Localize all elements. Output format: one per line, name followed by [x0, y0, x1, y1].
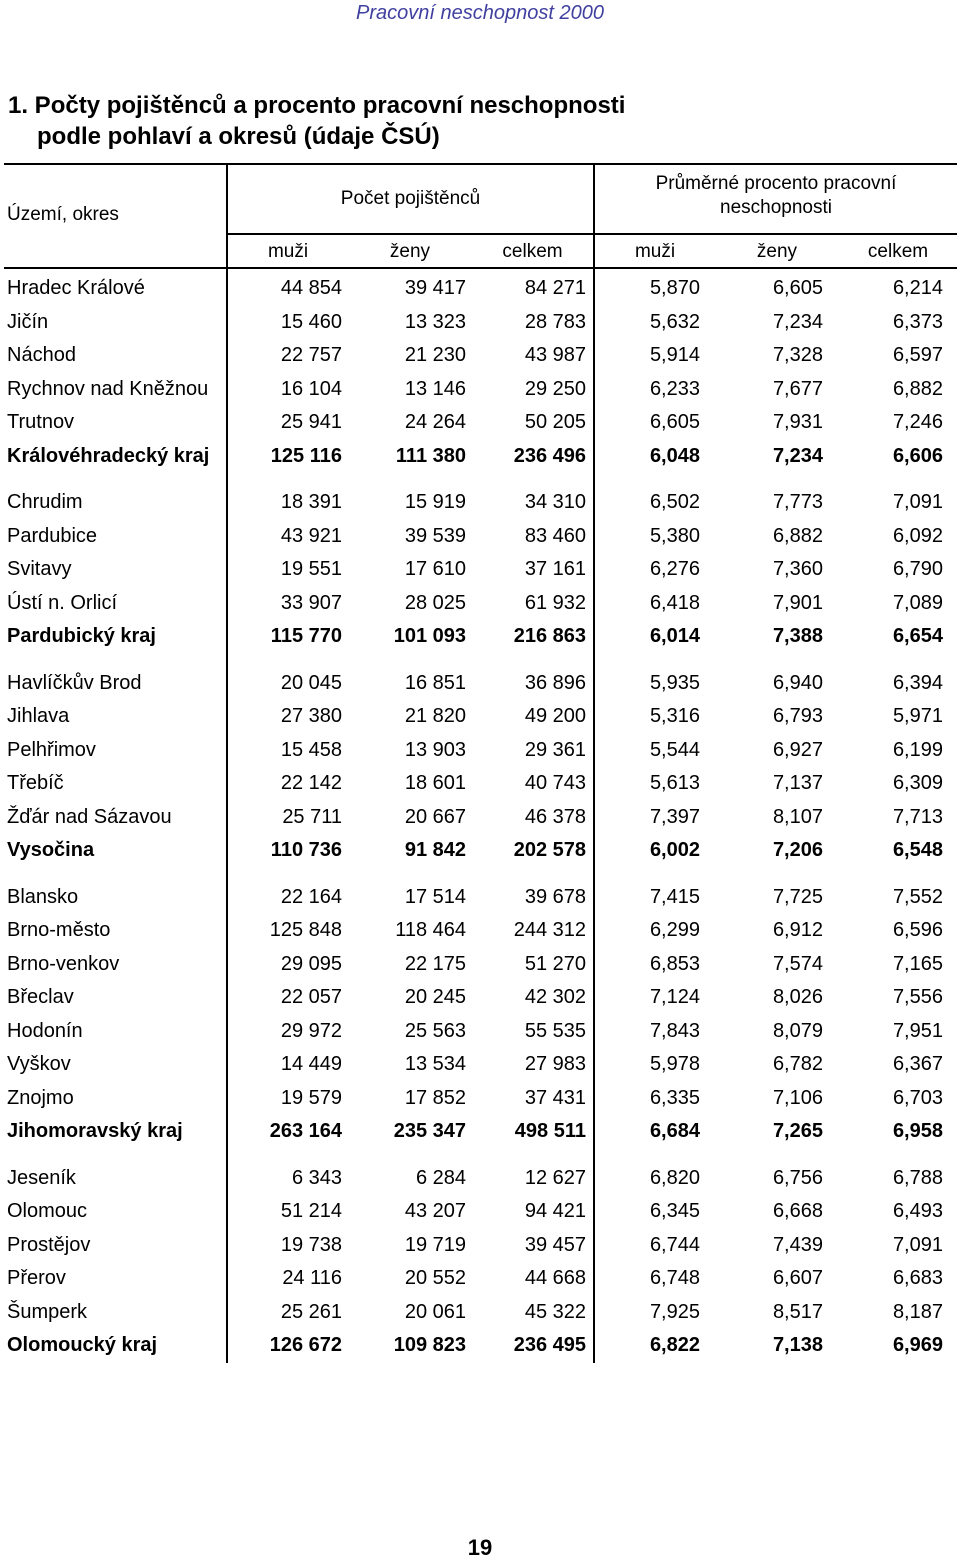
cell-women-percent: 7,773: [772, 491, 823, 513]
cell-men-count: 126 672: [269, 1334, 342, 1356]
cell-women-count: 18 601: [404, 772, 466, 794]
cell-men-count: 15 458: [280, 738, 342, 761]
cell-total-count: 50 205: [524, 411, 586, 433]
cell-women-percent: 6,607: [772, 1267, 823, 1289]
table-row: [4, 1263, 957, 1293]
cell-total-percent: 6,493: [892, 1200, 943, 1222]
cell-total-count: 12 627: [524, 1166, 586, 1189]
row-area-name: Hradec Králové: [7, 277, 145, 299]
table-row: [4, 1230, 957, 1260]
cell-women-percent: 7,901: [772, 591, 823, 614]
table-row-region-total: [4, 1330, 957, 1360]
row-area-name: Havlíčkův Brod: [7, 671, 142, 694]
cell-women-count: 13 534: [404, 1053, 466, 1075]
cell-total-count: 44 668: [524, 1267, 586, 1289]
cell-women-percent: 6,756: [772, 1166, 823, 1189]
cell-women-count: 16 851: [404, 671, 466, 694]
row-area-name: Pardubický kraj: [7, 625, 156, 647]
cell-women-percent: 7,360: [772, 558, 823, 580]
cell-total-percent: 6,309: [892, 772, 943, 794]
cell-total-percent: 6,703: [892, 1086, 943, 1109]
cell-total-count: 36 896: [524, 671, 586, 694]
cell-men-count: 18 391: [280, 491, 342, 513]
running-header: Pracovní neschopnost 2000: [356, 2, 604, 24]
subheader-women-count: ženy: [389, 241, 431, 262]
cell-women-count: 111 380: [395, 444, 466, 467]
cell-total-percent: 6,214: [892, 277, 943, 299]
cell-men-count: 44 854: [280, 277, 342, 299]
cell-total-percent: 6,654: [892, 625, 943, 647]
row-area-name: Trutnov: [7, 411, 75, 433]
table-row: [4, 588, 957, 618]
cell-total-count: 40 743: [524, 772, 586, 794]
cell-total-percent: 6,788: [892, 1166, 943, 1189]
cell-men-percent: 6,276: [649, 558, 700, 580]
row-area-name: Chrudim: [7, 491, 83, 513]
cell-men-percent: 5,613: [649, 772, 700, 794]
cell-men-percent: 5,978: [649, 1053, 700, 1075]
cell-total-count: 244 312: [513, 919, 586, 941]
cell-total-count: 49 200: [524, 705, 586, 727]
table-row: [4, 374, 957, 404]
cell-women-count: 39 417: [404, 277, 466, 299]
cell-women-count: 19 719: [404, 1233, 466, 1256]
cell-women-count: 15 919: [404, 491, 466, 513]
table-title-line1: 1. Počty pojištěnců a procento pracovní neschopnosti: [8, 92, 626, 119]
row-area-name: Břeclav: [7, 986, 74, 1008]
cell-women-percent: 7,388: [772, 625, 823, 647]
row-area-name: Žďár nad Sázavou: [7, 805, 172, 828]
cell-total-percent: 7,091: [892, 491, 943, 513]
cell-men-percent: 6,822: [649, 1334, 700, 1356]
row-area-name: Olomoucký kraj: [7, 1334, 158, 1356]
cell-men-percent: 6,048: [649, 444, 700, 467]
cell-women-count: 109 823: [393, 1334, 466, 1356]
row-area-name: Jeseník: [7, 1166, 76, 1189]
cell-women-percent: 7,234: [772, 310, 823, 333]
row-area-name: Jihlava: [7, 705, 70, 727]
cell-total-percent: 6,199: [892, 738, 943, 761]
table-row: [4, 1016, 957, 1046]
cell-total-percent: 7,091: [892, 1233, 943, 1256]
header-incapacity-percent: [595, 172, 957, 220]
table-row-region-total: [4, 835, 957, 865]
subheader-men-count: muži: [267, 241, 309, 262]
cell-total-count: 216 863: [513, 625, 586, 647]
cell-women-count: 91 842: [404, 839, 466, 861]
cell-total-count: 42 302: [524, 986, 586, 1008]
cell-men-percent: 6,014: [649, 625, 700, 647]
cell-total-percent: 6,367: [892, 1053, 943, 1075]
insured-table: [4, 163, 957, 1363]
cell-total-percent: 7,246: [892, 411, 943, 433]
cell-total-count: 498 511: [514, 1120, 586, 1142]
cell-men-percent: 6,335: [649, 1086, 700, 1109]
cell-total-percent: 7,951: [892, 1019, 943, 1042]
table-row: [4, 802, 957, 832]
cell-women-percent: 7,138: [772, 1334, 823, 1356]
cell-total-percent: 8,187: [892, 1300, 943, 1323]
cell-women-count: 20 667: [404, 805, 466, 828]
row-area-name: Brno-venkov: [7, 952, 120, 975]
table-row-region-total: [4, 1116, 957, 1146]
cell-women-percent: 8,079: [772, 1019, 823, 1042]
table-title: [8, 90, 625, 152]
cell-total-count: 236 495: [513, 1334, 586, 1356]
cell-total-count: 39 457: [524, 1233, 586, 1256]
cell-women-count: 101 093: [393, 625, 466, 647]
cell-women-count: 39 539: [404, 524, 466, 547]
cell-total-count: 46 378: [524, 805, 586, 828]
cell-men-percent: 7,843: [649, 1019, 700, 1042]
cell-women-count: 17 610: [404, 558, 466, 580]
cell-women-percent: 6,782: [772, 1053, 823, 1075]
cell-men-percent: 5,632: [649, 310, 700, 333]
cell-total-count: 28 783: [524, 310, 586, 333]
cell-women-percent: 7,574: [772, 952, 823, 975]
table-row-region-total: [4, 441, 957, 471]
table-row-region-total: [4, 621, 957, 651]
table-row: [4, 982, 957, 1012]
cell-women-count: 21 230: [404, 344, 466, 366]
cell-men-count: 19 551: [280, 558, 342, 580]
cell-women-percent: 7,439: [772, 1233, 823, 1256]
cell-women-percent: 7,137: [772, 772, 823, 794]
subheader-women-percent: ženy: [756, 241, 798, 262]
cell-men-count: 25 941: [280, 411, 342, 433]
cell-total-count: 29 250: [524, 377, 586, 400]
cell-men-count: 125 848: [269, 919, 342, 941]
cell-total-count: 51 270: [524, 952, 586, 975]
row-area-name: Blansko: [7, 885, 79, 908]
cell-women-percent: 8,026: [772, 986, 823, 1008]
cell-men-count: 110 736: [270, 839, 342, 861]
cell-women-percent: 7,234: [772, 444, 823, 467]
cell-men-percent: 6,002: [649, 839, 700, 861]
row-area-name: Ústí n. Orlicí: [7, 591, 118, 614]
row-area-name: Brno-město: [7, 919, 111, 941]
header-area: Území, okres: [7, 204, 119, 225]
cell-women-count: 20 061: [404, 1300, 466, 1323]
cell-total-percent: 7,713: [892, 805, 943, 828]
cell-men-percent: 5,914: [649, 344, 700, 366]
cell-men-count: 14 449: [280, 1053, 342, 1075]
row-area-name: Prostějov: [7, 1233, 91, 1256]
cell-men-count: 19 579: [280, 1086, 342, 1109]
cell-men-count: 22 142: [280, 772, 342, 794]
cell-total-percent: 6,373: [892, 310, 943, 333]
cell-men-percent: 7,397: [649, 805, 700, 828]
cell-men-count: 6 343: [291, 1166, 342, 1189]
cell-men-count: 263 164: [269, 1120, 342, 1142]
cell-men-count: 27 380: [280, 705, 342, 727]
cell-women-percent: 7,265: [772, 1120, 823, 1142]
table-row: [4, 1083, 957, 1113]
cell-women-count: 13 323: [404, 310, 466, 333]
cell-women-percent: 7,677: [772, 377, 823, 400]
cell-women-count: 118 464: [395, 919, 466, 941]
header-incapacity-line1: Průměrné procento pracovní: [655, 173, 897, 194]
row-area-name: Vysočina: [7, 839, 95, 861]
cell-total-count: 43 987: [524, 344, 586, 366]
cell-men-count: 33 907: [280, 591, 342, 614]
table-row: [4, 1163, 957, 1193]
cell-women-percent: 6,793: [772, 705, 823, 727]
subheader-total-percent: celkem: [867, 241, 929, 262]
cell-men-count: 125 116: [270, 444, 342, 467]
cell-men-count: 24 116: [282, 1267, 342, 1289]
cell-men-percent: 6,684: [649, 1120, 700, 1142]
table-row: [4, 882, 957, 912]
cell-men-percent: 6,820: [649, 1166, 700, 1189]
cell-men-percent: 5,380: [649, 524, 700, 547]
table-row: [4, 768, 957, 798]
cell-women-percent: 6,912: [772, 919, 823, 941]
row-area-name: Jičín: [7, 310, 49, 333]
cell-men-percent: 6,233: [649, 377, 700, 400]
cell-women-count: 24 264: [404, 411, 466, 433]
cell-total-count: 61 932: [524, 591, 586, 614]
cell-total-percent: 6,790: [892, 558, 943, 580]
cell-women-count: 235 347: [393, 1120, 466, 1142]
row-area-name: Náchod: [7, 344, 76, 366]
cell-women-percent: 6,668: [772, 1200, 823, 1222]
cell-women-count: 13 903: [404, 738, 466, 761]
cell-men-percent: 6,853: [649, 952, 700, 975]
cell-total-percent: 6,596: [892, 919, 943, 941]
cell-men-count: 29 095: [280, 952, 342, 975]
cell-men-percent: 5,316: [649, 705, 700, 727]
cell-women-percent: 8,107: [772, 805, 823, 828]
cell-total-percent: 5,971: [892, 705, 943, 727]
header-top-rule: [4, 163, 957, 165]
row-area-name: Jihomoravský kraj: [7, 1120, 183, 1142]
row-area-name: Královéhradecký kraj: [7, 444, 210, 467]
cell-women-count: 17 514: [404, 885, 466, 908]
row-area-name: Rychnov nad Kněžnou: [7, 377, 209, 400]
table-row: [4, 701, 957, 731]
cell-men-count: 51 214: [280, 1200, 342, 1222]
cell-total-count: 94 421: [524, 1200, 586, 1222]
cell-women-count: 28 025: [404, 591, 466, 614]
row-area-name: Olomouc: [7, 1200, 88, 1222]
cell-men-percent: 5,935: [649, 671, 700, 694]
cell-men-percent: 5,870: [649, 277, 700, 299]
cell-men-count: 15 460: [280, 310, 342, 333]
cell-total-percent: 6,683: [892, 1267, 943, 1289]
cell-total-percent: 6,597: [892, 344, 943, 366]
cell-women-count: 6 284: [415, 1166, 466, 1189]
cell-men-count: 25 711: [282, 805, 342, 828]
cell-men-count: 19 738: [280, 1233, 342, 1256]
cell-men-percent: 5,544: [649, 738, 700, 761]
cell-women-percent: 7,206: [772, 839, 823, 861]
cell-women-percent: 7,328: [772, 344, 823, 366]
table-row: [4, 1196, 957, 1226]
cell-total-count: 27 983: [524, 1053, 586, 1075]
cell-women-count: 20 552: [404, 1267, 466, 1289]
table-row: [4, 307, 957, 337]
cell-total-count: 83 460: [524, 524, 586, 547]
cell-men-count: 115 770: [270, 625, 342, 647]
cell-men-percent: 6,418: [649, 591, 700, 614]
row-area-name: Šumperk: [7, 1300, 88, 1323]
cell-men-count: 25 261: [280, 1300, 342, 1323]
cell-men-percent: 7,124: [649, 986, 700, 1008]
cell-total-count: 37 431: [524, 1086, 586, 1109]
cell-total-percent: 6,969: [892, 1334, 943, 1356]
cell-total-percent: 7,552: [892, 885, 943, 908]
cell-total-count: 29 361: [524, 738, 586, 761]
row-area-name: Hodonín: [7, 1019, 83, 1042]
cell-women-percent: 7,725: [772, 885, 823, 908]
cell-total-percent: 6,958: [892, 1120, 943, 1142]
cell-women-count: 17 852: [404, 1086, 466, 1109]
table-row: [4, 1297, 957, 1327]
cell-men-count: 22 057: [280, 986, 342, 1008]
cell-total-count: 37 161: [524, 558, 586, 580]
cell-total-percent: 6,606: [892, 444, 943, 467]
row-area-name: Pelhřimov: [7, 738, 96, 761]
cell-total-percent: 6,092: [892, 524, 943, 547]
cell-women-percent: 7,106: [772, 1086, 823, 1109]
cell-women-percent: 6,605: [772, 277, 823, 299]
cell-women-percent: 6,940: [772, 671, 823, 694]
cell-women-percent: 7,931: [772, 411, 823, 433]
cell-men-percent: 7,925: [649, 1300, 700, 1323]
cell-men-percent: 6,748: [649, 1267, 700, 1289]
cell-total-count: 39 678: [524, 885, 586, 908]
cell-total-percent: 6,394: [892, 671, 943, 694]
cell-men-percent: 6,345: [649, 1200, 700, 1222]
table-row: [4, 668, 957, 698]
cell-men-count: 22 164: [280, 885, 342, 908]
table-row: [4, 521, 957, 551]
header-incapacity-line2: neschopnosti: [720, 197, 832, 218]
cell-total-count: 45 322: [524, 1300, 586, 1323]
header-bottom-rule: [4, 267, 957, 269]
cell-women-percent: 6,882: [772, 524, 823, 547]
table-row: [4, 487, 957, 517]
subheader-total-count: celkem: [502, 241, 563, 262]
table-row: [4, 1049, 957, 1079]
page-number: 19: [467, 1535, 493, 1560]
cell-total-count: 236 496: [513, 444, 586, 467]
row-area-name: Svitavy: [7, 558, 72, 580]
header-insured-count: Počet pojištěnců: [340, 188, 481, 209]
cell-total-count: 84 271: [524, 277, 586, 299]
table-row: [4, 735, 957, 765]
cell-women-count: 13 146: [404, 377, 466, 400]
cell-men-percent: 7,415: [649, 885, 700, 908]
table-row: [4, 273, 957, 303]
cell-total-percent: 7,556: [892, 986, 943, 1008]
row-area-name: Přerov: [7, 1267, 66, 1289]
row-area-name: Znojmo: [7, 1086, 74, 1109]
row-area-name: Vyškov: [7, 1053, 71, 1075]
cell-men-percent: 6,502: [649, 491, 700, 513]
cell-total-percent: 6,882: [892, 377, 943, 400]
cell-women-count: 43 207: [404, 1200, 466, 1222]
cell-women-percent: 8,517: [772, 1300, 823, 1323]
cell-total-count: 55 535: [524, 1019, 586, 1042]
cell-women-count: 25 563: [404, 1019, 466, 1042]
cell-total-percent: 7,089: [892, 591, 943, 614]
group-header-rule: [227, 233, 957, 235]
table-row: [4, 340, 957, 370]
cell-men-count: 43 921: [280, 524, 342, 547]
cell-men-count: 29 972: [280, 1019, 342, 1042]
cell-women-percent: 6,927: [772, 738, 823, 761]
cell-men-percent: 6,605: [649, 411, 700, 433]
table-title-line2: podle pohlaví a okresů (údaje ČSÚ): [37, 123, 440, 150]
table-row: [4, 554, 957, 584]
row-area-name: Pardubice: [7, 524, 98, 547]
table-row: [4, 949, 957, 979]
cell-women-count: 21 820: [404, 705, 466, 727]
cell-women-count: 20 245: [404, 986, 466, 1008]
subheader-men-percent: muži: [634, 241, 676, 262]
cell-women-count: 22 175: [404, 952, 466, 975]
cell-men-count: 22 757: [280, 344, 342, 366]
cell-total-count: 34 310: [524, 491, 586, 513]
table-row: [4, 915, 957, 945]
cell-men-percent: 6,744: [649, 1233, 700, 1256]
cell-men-count: 20 045: [280, 671, 342, 694]
cell-total-count: 202 578: [513, 839, 586, 861]
cell-total-percent: 6,548: [892, 839, 943, 861]
row-area-name: Třebíč: [7, 772, 64, 794]
cell-men-count: 16 104: [280, 377, 342, 400]
cell-men-percent: 6,299: [649, 919, 700, 941]
table-row: [4, 407, 957, 437]
cell-total-percent: 7,165: [892, 952, 943, 975]
